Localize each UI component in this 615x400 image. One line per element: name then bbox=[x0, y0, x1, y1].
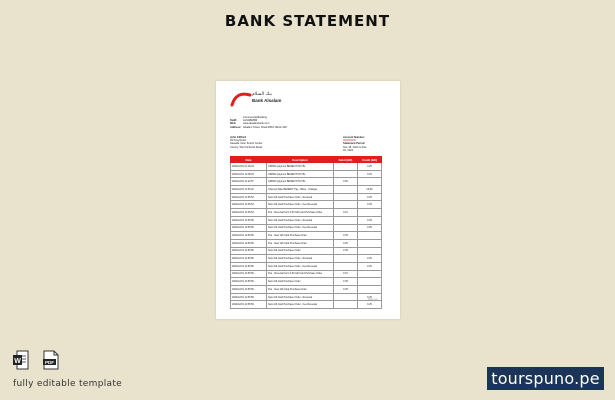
cell-credit: 20.00 bbox=[358, 186, 382, 194]
bank-info-label: Swift: bbox=[230, 119, 238, 123]
word-icon bbox=[13, 350, 29, 370]
cell-description: ODPAD payment BENEFIT PAY BL bbox=[267, 178, 334, 186]
cell-debit bbox=[334, 301, 358, 309]
statement-document bbox=[216, 81, 400, 319]
bank-name-arabic: بنك السلام bbox=[252, 92, 272, 97]
cell-debit bbox=[334, 170, 358, 178]
word-icon-letter: W bbox=[14, 357, 21, 365]
cell-date: 2024/12/01 01:06:22 bbox=[231, 163, 267, 171]
cell-debit bbox=[334, 201, 358, 209]
cell-credit bbox=[358, 209, 382, 217]
table-row bbox=[231, 286, 382, 294]
table-row bbox=[231, 170, 382, 178]
cell-credit bbox=[358, 278, 382, 286]
cell-debit: 0.60 bbox=[334, 178, 358, 186]
table-row bbox=[231, 178, 382, 186]
cell-description: ODPAD payment BENEFIT PAY BL bbox=[267, 163, 334, 171]
table-row bbox=[231, 209, 382, 217]
table-row bbox=[231, 301, 382, 309]
table-row bbox=[231, 186, 382, 194]
cell-date: 2024/12/01 11:56:56 bbox=[231, 239, 267, 247]
column-header-description: Description bbox=[267, 157, 334, 163]
cell-date: 2024/12/01 11:56:56 bbox=[231, 255, 267, 263]
cell-date: 2024/12/01 11:56:54 bbox=[231, 209, 267, 217]
column-header-credit: Credit (BD) bbox=[358, 157, 382, 163]
cell-debit: 0.35 bbox=[334, 232, 358, 240]
bank-info-value: Commercial Banking bbox=[243, 116, 267, 119]
cell-date: 2024/12/01 11:56:56 bbox=[231, 293, 267, 301]
cell-description: New Gift Card Purchase Order - Reversal bbox=[267, 193, 334, 201]
table-row bbox=[231, 255, 382, 263]
cell-date: 2024/12/01 11:56:56 bbox=[231, 270, 267, 278]
cell-debit: 0.10 bbox=[334, 209, 358, 217]
cell-credit: 0.25 bbox=[358, 193, 382, 201]
bank-info-label: Web: bbox=[230, 122, 237, 126]
cell-description: New Gift Card Purchase Order bbox=[267, 278, 334, 286]
cell-date: 2024/12/01 11:56:56 bbox=[231, 301, 267, 309]
table-row bbox=[231, 278, 382, 286]
cell-debit bbox=[334, 262, 358, 270]
cell-credit: 0.25 bbox=[358, 224, 382, 232]
cell-description: New Gift Card Purchase Order - Reversal bbox=[267, 255, 334, 263]
cell-credit: 0.25 bbox=[358, 216, 382, 224]
cell-debit bbox=[334, 216, 358, 224]
bank-info-row bbox=[230, 126, 287, 129]
cell-description: Pos - New Gift Card Purchase Order bbox=[267, 239, 334, 247]
cell-debit: 0.35 bbox=[334, 278, 358, 286]
statement-period: 02, 2024 bbox=[343, 148, 354, 152]
transactions-table bbox=[230, 156, 382, 309]
cell-credit bbox=[358, 178, 382, 186]
cell-description: Channel Wise BENEFIT Pay - BFee - Charges bbox=[267, 186, 334, 194]
cell-debit bbox=[334, 163, 358, 171]
cell-description: Pos - New Gift Card Purchase Order bbox=[267, 286, 334, 294]
cell-description: New Gift Card Purchase Order - Fee Reversal bbox=[267, 262, 334, 270]
bank-info-label: Address: bbox=[230, 125, 242, 129]
cell-credit bbox=[358, 270, 382, 278]
cell-credit: 0.25 bbox=[358, 163, 382, 171]
cell-date: 2024/12/01 11:56:56 bbox=[231, 247, 267, 255]
cell-debit: 0.25 bbox=[334, 239, 358, 247]
column-header-debit: Debit (BD) bbox=[334, 157, 358, 163]
table-row bbox=[231, 201, 382, 209]
table-row bbox=[231, 224, 382, 232]
cell-credit bbox=[358, 247, 382, 255]
cell-credit: 0.25 bbox=[358, 255, 382, 263]
page-title: BANK STATEMENT bbox=[224, 12, 391, 30]
customer-address-line: County, Wint Fictional Road bbox=[230, 145, 262, 149]
cell-debit bbox=[334, 193, 358, 201]
editable-template-note: fully editable template bbox=[13, 379, 122, 389]
cell-date: 2024/12/01 11:56:22 bbox=[231, 186, 267, 194]
cell-description: New Gift Card Purchase Order - Reversal bbox=[267, 293, 334, 301]
table-row bbox=[231, 239, 382, 247]
cell-date: 2024/12/01 12:05:22 bbox=[231, 170, 267, 178]
cell-date: 2024/12/01 11:56:54 bbox=[231, 193, 267, 201]
table-row bbox=[231, 247, 382, 255]
table-row bbox=[231, 232, 382, 240]
cell-debit bbox=[334, 224, 358, 232]
cell-debit bbox=[334, 186, 358, 194]
column-header-date: Date bbox=[231, 157, 267, 163]
cell-description: Pos - New Gift Card Purchase Order bbox=[267, 232, 334, 240]
account-number: 000000000 bbox=[343, 139, 356, 143]
cell-debit bbox=[334, 293, 358, 301]
bank-logo bbox=[228, 89, 288, 109]
table-row bbox=[231, 216, 382, 224]
table-row bbox=[231, 193, 382, 201]
cell-debit: 0.35 bbox=[334, 247, 358, 255]
account-number-label: Account Number: bbox=[343, 136, 365, 139]
cell-description: ODPAD payment BENEFIT PAY BL bbox=[267, 170, 334, 178]
cell-date: 2024/12/01 11:56:56 bbox=[231, 216, 267, 224]
cell-description: New Gift Card Purchase Order - Fee Reversal bbox=[267, 224, 334, 232]
statement-period: Nov 18, 2024 to Dec bbox=[343, 145, 367, 149]
customer-address-line: Seaside View Tourist Center bbox=[230, 142, 263, 146]
cell-credit bbox=[358, 286, 382, 294]
pdf-icon bbox=[43, 350, 59, 370]
brand-badge[interactable]: tourspuno.pe bbox=[487, 367, 604, 390]
bank-name-english: Bank Alsalam bbox=[252, 98, 282, 103]
cell-description: Pos - Reversal from 0.50 Gift Card Purchase Order bbox=[267, 270, 334, 278]
cell-date: 2024/12/01 11:56:54 bbox=[231, 201, 267, 209]
cell-debit: 0.15 bbox=[334, 270, 358, 278]
pdf-icon-label: PDF bbox=[45, 359, 54, 365]
table-row bbox=[231, 262, 382, 270]
cell-credit bbox=[358, 239, 382, 247]
cell-date: 2024/12/01 11:56:56 bbox=[231, 232, 267, 240]
cell-date: 2024/12/01 11:56:56 bbox=[231, 278, 267, 286]
table-row bbox=[231, 270, 382, 278]
cell-description: New Gift Card Purchase Order - Fee Reversal bbox=[267, 201, 334, 209]
cell-debit bbox=[334, 255, 358, 263]
cell-debit: 0.25 bbox=[334, 286, 358, 294]
cell-credit: 0.25 bbox=[358, 201, 382, 209]
account-details bbox=[343, 136, 367, 152]
cell-credit: 0.25 bbox=[358, 262, 382, 270]
cell-credit bbox=[358, 232, 382, 240]
cell-date: 2024/12/01 11:56:56 bbox=[231, 224, 267, 232]
cell-description: New Gift Card Purchase Order - Reversal bbox=[267, 216, 334, 224]
cell-date: 2024/12/01 11:22:57 bbox=[231, 178, 267, 186]
page-number: Page 1/1 bbox=[368, 298, 378, 301]
cell-date: 2024/12/01 11:56:56 bbox=[231, 286, 267, 294]
bank-info-value: Alsalam Tower, Road 2804, Block 428 bbox=[243, 125, 287, 129]
bank-info bbox=[230, 116, 287, 129]
customer-name: John Clifford bbox=[230, 136, 247, 139]
cell-date: 2024/12/01 11:56:56 bbox=[231, 262, 267, 270]
table-row bbox=[231, 163, 382, 171]
cell-description: New Gift Card Purchase Order - Fee Reversal bbox=[267, 301, 334, 309]
statement-period-label: Statement Period: bbox=[343, 142, 366, 146]
cell-credit: 0.25 bbox=[358, 293, 382, 301]
cell-description: Pos - Reversal from 0.50 Gift Card Purchase Order bbox=[267, 209, 334, 217]
bank-info-value: www.alsalambank.com bbox=[243, 122, 270, 126]
cell-description: New Gift Card Purchase Order bbox=[267, 247, 334, 255]
customer-address-line: 45 King Road bbox=[230, 139, 246, 143]
table-row bbox=[231, 293, 382, 301]
bank-logo-arc-icon bbox=[230, 89, 252, 107]
cell-credit: 0.25 bbox=[358, 170, 382, 178]
cell-credit: 0.25 bbox=[358, 301, 382, 309]
bank-info-value: ALSABHBM bbox=[243, 119, 258, 123]
customer-details bbox=[230, 136, 263, 149]
